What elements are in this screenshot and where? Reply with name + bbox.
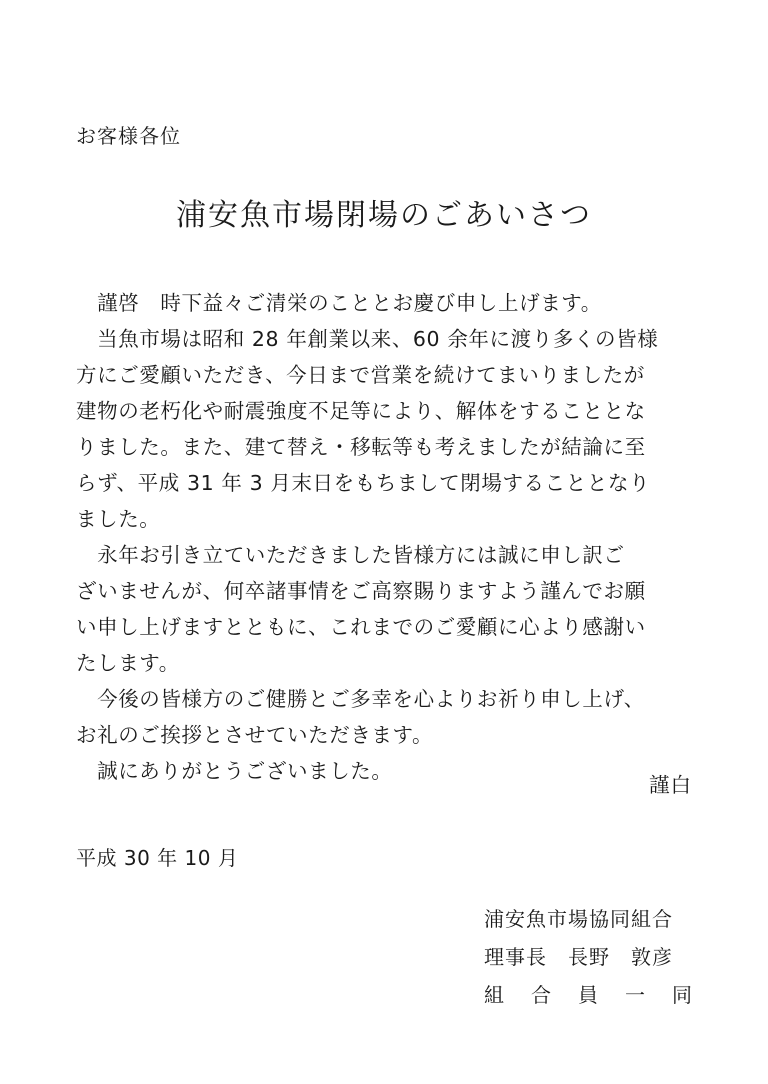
- body-line: い申し上げますとともに、これまでのご愛顧に心より感謝い: [76, 615, 646, 639]
- organization-name: 浦安魚市場協同組合: [484, 907, 673, 931]
- body-line: 建物の老朽化や耐震強度不足等により、解体をすることとな: [76, 399, 646, 423]
- body-line: りました。また、建て替え・移転等も考えましたが結論に至: [76, 435, 646, 459]
- signature-block: [484, 900, 694, 1014]
- body-line: ました。: [76, 507, 161, 531]
- letter-title: 浦安魚市場閉場のごあいさつ: [176, 198, 592, 233]
- addressee: お客様各位: [76, 124, 181, 148]
- members-line: [484, 976, 692, 1014]
- letter-date: 平成 30 年 10 月: [76, 846, 239, 870]
- body-line: 謹啓 時下益々ご清栄のこととお慶び申し上げます。: [76, 291, 602, 315]
- members-char: 組: [484, 983, 504, 1007]
- members-char: 合: [531, 983, 551, 1007]
- body-line: 今後の皆様方のご健勝とご多幸を心よりお祈り申し上げ、: [76, 687, 645, 711]
- members-char: 員: [578, 983, 598, 1007]
- body-line: お礼のご挨拶とさせていただきます。: [76, 723, 434, 747]
- body-line: らず、平成 31 年 3 月末日をもちまして閉場することとなり: [76, 471, 651, 495]
- members-char: 一: [625, 983, 645, 1007]
- chairman-name: 理事長 長野 敦彦: [484, 945, 673, 969]
- body-line: 方にご愛顧いただき、今日まで営業を続けてまいりましたが: [76, 363, 645, 387]
- letter-body: [76, 285, 696, 789]
- closing-word: 謹白: [649, 773, 692, 797]
- body-line: 当魚市場は昭和 28 年創業以来、60 余年に渡り多くの皆様: [76, 327, 659, 351]
- members-char: 同: [672, 983, 692, 1007]
- body-line: 永年お引き立ていただきました皆様方には誠に申し訳ご: [76, 543, 625, 567]
- body-line: 誠にありがとうございました。: [76, 759, 393, 783]
- body-line: ざいませんが、何卒諸事情をご高察賜りますよう謹んでお願: [76, 579, 646, 603]
- body-line: たします。: [76, 651, 180, 675]
